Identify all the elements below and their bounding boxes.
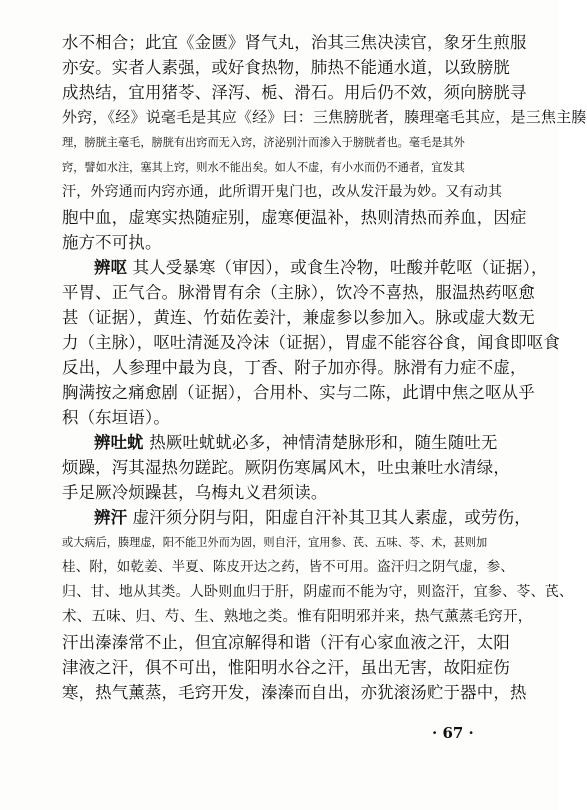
section-vomit [62,255,548,280]
text-line: 归、甘、地从其类。人卧则血归于肝，阴虚而不能为守，则盗汗，宜参、苓、芪、 [62,584,574,600]
section-title: 辨汗 [94,508,128,527]
text-line: 汗，外窍通而内窍亦通，此所谓开鬼门也，改从发汗最为妙。又有动其 [62,184,503,200]
section-title: 辨吐蚘 [94,433,144,452]
text-line: 胸满按之痛愈剧（证据），合用朴、实与二陈，此谓中焦之呕从乎 [62,383,535,402]
section-first-line: 其人受暴寒（审因），或食生冷物，吐酸并乾呕（证据）， [132,258,548,277]
text-line: 水不相合；此宜《金匮》肾气丸，治其三焦决渎官，象牙生煎服 [62,33,527,52]
text-line: 施方不可执。 [62,233,162,252]
section-vomit-worms [62,430,498,455]
text-line: 汗出溱溱常不止，但宜凉解得和谐（汗有心家血液之汗，太阳 [62,633,510,652]
section-first-line: 热厥吐蚘蚘必多，神情清楚脉形和，随生随吐无 [149,433,498,452]
page-number: · 67 · [432,724,474,742]
text-line: 外窍，《经》说毫毛是其应《经》曰：三焦膀胱者，腠理毫毛其应，是三焦主腠 [62,108,587,126]
text-line: 桂、附，如乾姜、半夏、陈皮开达之药，皆不可用。盗汗归之阴气虚，参、 [62,559,515,575]
section-sweat [62,505,531,530]
text-line: 寒，热气薰蒸，毛窍开发，溱溱而自出，亦犹滚汤贮于器中，热 [62,683,527,702]
text-line: 术、五味、归、芍、生、熟地之类。惟有阳明邪并来，热气薰蒸毛窍开， [62,609,533,625]
text-line: 反出，人参理中最为良，丁香、附子加亦得。脉滑有力症不虚， [62,358,527,377]
text-line-note: 窍，譬如水注，塞其上窍，则水不能出矣。如人不虚，有小水而仍不通者，宜发其 [62,161,465,174]
text-line-note: 或大病后，腠理虚，阳不能卫外而为固，则自汗，宜用参、芪、五味、苓、术，甚则加 [62,536,488,549]
text-line: 甚（证据），黄连、竹茹佐姜汁，兼虚参以参加入。脉或虚大数无 [62,308,535,327]
section-title: 辨呕 [94,258,128,277]
text-line: 亦安。实者人素强，或好食热物，肺热不能通水道，以致膀胱 [62,58,510,77]
text-line: 平胃、正气合。脉滑胃有余（主脉），饮冷不喜热，服温热药呕愈 [62,283,535,302]
text-body [62,30,587,705]
text-line: 胞中血，虚寒实热随症别，虚寒便温补，热则清热而养血，因症 [62,208,527,227]
text-line: 力（主脉），呕吐清涎及冷沫（证据），胃虚不能容谷食，闻食即呕食 [62,333,560,352]
section-first-line: 虚汗须分阴与阳，阳虚自汗补其卫其人素虚，或劳伤， [132,508,531,527]
text-line: 烦躁，泻其湿热勿蹉跎。厥阴伤寒属风木，吐虫兼吐水清绿， [62,458,510,477]
text-line-note: 理，膀胱主毫毛，膀胱有出窍而无入窍，济泌别汁而渗入于膀胱者也。毫毛是其外 [62,136,465,149]
text-line: 积（东垣语）。 [62,408,170,427]
text-line: 手足厥冷烦躁甚，乌梅丸义君须读。 [62,483,328,502]
text-line: 津液之汗，俱不可出，惟阳明水谷之汗，虽出无害，故阳症伤 [62,658,510,677]
text-line: 成热结，宜用猪苓、泽泻、栀、滑石。用后仍不效，须向膀胱寻 [62,83,527,102]
